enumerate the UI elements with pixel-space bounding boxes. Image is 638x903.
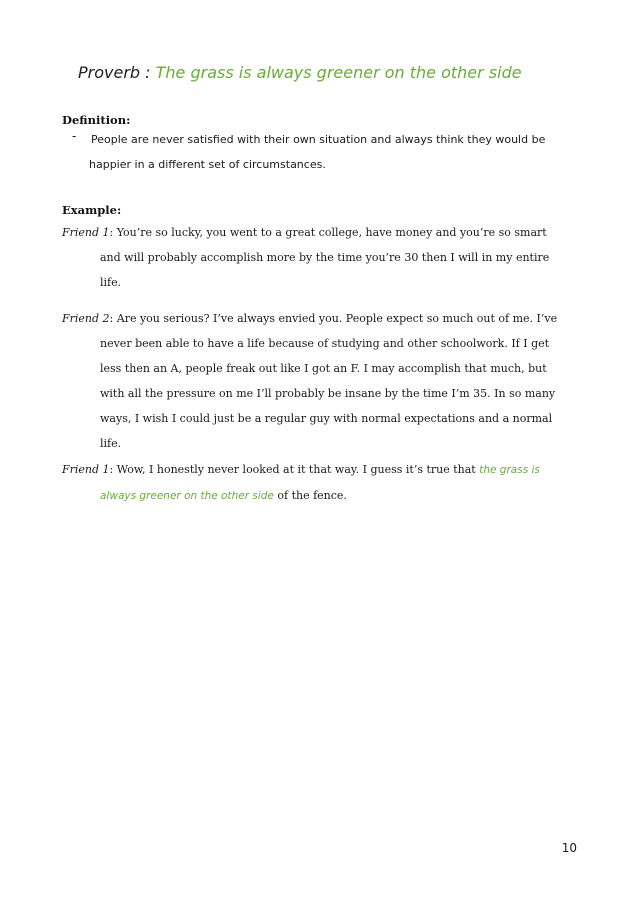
definition-line-2: happier in a different set of circumstances. xyxy=(89,158,326,171)
speaker-label: Friend 2 xyxy=(62,312,110,325)
dialogue-line: never been able to have a life because of studying and other schoolwork. If I get xyxy=(100,337,550,350)
dialogue-line: and will probably accomplish more by the time you’re 30 then I will in my entire xyxy=(100,251,550,264)
dialogue-line: : Are you serious? I’ve always envied you. People expect so much out of me. I’ve xyxy=(109,312,558,325)
page-number: 10 xyxy=(561,841,577,855)
dialogue-line: of the fence. xyxy=(273,489,347,502)
title-prefix: Proverb : xyxy=(78,63,156,82)
proverb-quote: the grass is xyxy=(479,464,540,476)
dialogue-line: ways, I wish I could just be a regular guy with normal expectations and a normal xyxy=(100,412,553,425)
dialogue-line: less then an A, people freak out like I got an F. I may accomplish that much, but xyxy=(100,362,547,375)
page-title xyxy=(78,62,522,84)
definition-bullet: - xyxy=(72,129,77,143)
speaker-label: Friend 1 xyxy=(62,463,110,476)
definition-block xyxy=(62,127,582,177)
proverb-quote: always greener on the other side xyxy=(100,490,274,502)
dialogue-line: with all the pressure on me I’ll probably be insane by the time I’m 35. In so many xyxy=(100,387,556,400)
dialogue-line: : You’re so lucky, you went to a great college, have money and you’re so smart xyxy=(109,226,547,239)
example-heading: Example: xyxy=(62,203,122,217)
definition-line-1: People are never satisfied with their own situation and always think they would be xyxy=(91,133,546,146)
definition-heading: Definition: xyxy=(62,113,131,127)
dialogue-line: : Wow, I honestly never looked at it that way. I guess it’s true that xyxy=(109,463,480,476)
example-paragraph-3 xyxy=(62,457,578,509)
speaker-label: Friend 1 xyxy=(62,226,110,239)
dialogue-line: life. xyxy=(100,437,122,450)
example-paragraph-1 xyxy=(62,220,578,295)
title-proverb: The grass is always greener on the other side xyxy=(155,63,522,82)
dialogue-line: life. xyxy=(100,276,122,289)
example-paragraph-2 xyxy=(62,306,578,456)
